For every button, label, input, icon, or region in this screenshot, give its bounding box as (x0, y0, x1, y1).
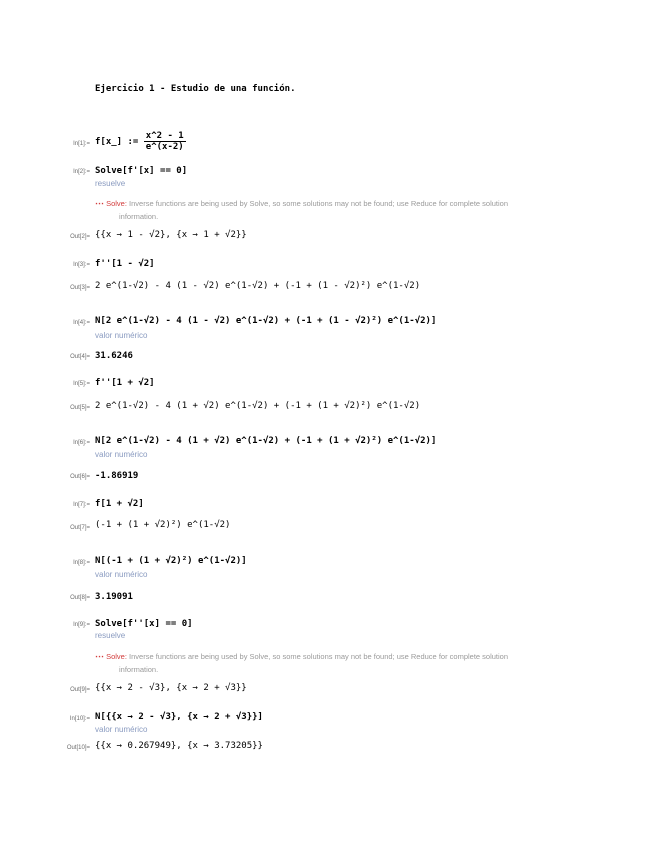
message-block (95, 651, 508, 662)
input-cell-4[interactable]: N[2 e^(1-√2) - 4 (1 - √2) e^(1-√2) + (-1 + (1 - √2)²) e^(1-√2)] (95, 316, 437, 326)
suggestion-link[interactable]: valor numérico (95, 450, 148, 459)
output-cell-3: 2 e^(1-√2) - 4 (1 - √2) e^(1-√2) + (-1 + (1 - √2)²) e^(1-√2) (95, 281, 421, 291)
fraction (144, 131, 186, 152)
output-cell-5: 2 e^(1-√2) - 4 (1 + √2) e^(1-√2) + (-1 + (1 + √2)²) e^(1-√2) (95, 401, 421, 411)
out-label: Out[9]= (70, 687, 90, 693)
input-cell-1[interactable] (95, 131, 186, 152)
output-cell-4: 31.6246 (95, 351, 133, 361)
in-label: In[9]:= (73, 622, 90, 628)
in-label: In[3]:= (73, 262, 90, 268)
out-label: Out[5]= (70, 405, 90, 411)
in-label: In[7]:= (73, 502, 90, 508)
input-text: f[x_] := (95, 137, 144, 147)
suggestion-link[interactable]: resuelve (95, 179, 126, 188)
output-cell-10: {{x → 0.267949}, {x → 3.73205}} (95, 741, 263, 751)
message-text-cont: information. (119, 212, 159, 221)
in-label: In[8]:= (73, 560, 90, 566)
in-label: In[5]:= (73, 381, 90, 387)
out-label: Out[3]= (70, 285, 90, 291)
input-cell-9[interactable]: Solve[f''[x] == 0] (95, 619, 193, 629)
input-cell-6[interactable]: N[2 e^(1-√2) - 4 (1 + √2) e^(1-√2) + (-1 + (1 + √2)²) e^(1-√2)] (95, 436, 437, 446)
denominator: e^(x-2) (145, 142, 184, 152)
output-cell-6: -1.86919 (95, 471, 139, 481)
output-cell-9: {{x → 2 - √3}, {x → 2 + √3}} (95, 683, 247, 693)
message-tag: Solve: (106, 652, 127, 661)
message-tag: Solve: (106, 199, 127, 208)
suggestion-link[interactable]: resuelve (95, 631, 126, 640)
suggestion-link[interactable]: valor numérico (95, 570, 148, 579)
input-cell-5[interactable]: f''[1 + √2] (95, 378, 155, 388)
message-text: Inverse functions are being used by Solve, so some solutions may not be found; use Reduce for complete solution (129, 199, 509, 208)
out-label: Out[10]= (66, 745, 90, 751)
out-label: Out[4]= (70, 354, 90, 360)
input-cell-7[interactable]: f[1 + √2] (95, 499, 144, 509)
message-text-cont: information. (119, 665, 159, 674)
input-cell-2[interactable]: Solve[f'[x] == 0] (95, 166, 188, 176)
message-dots-icon[interactable]: ⋯ (95, 198, 104, 208)
message-block (95, 198, 508, 209)
in-label: In[4]:= (73, 320, 90, 326)
in-label: In[6]:= (73, 440, 90, 446)
message-dots-icon[interactable]: ⋯ (95, 651, 104, 661)
out-label: Out[8]= (70, 595, 90, 601)
out-label: Out[6]= (70, 474, 90, 480)
suggestion-link[interactable]: valor numérico (95, 725, 148, 734)
output-cell-7: (-1 + (1 + √2)²) e^(1-√2) (95, 520, 231, 530)
output-cell-2: {{x → 1 - √2}, {x → 1 + √2}} (95, 230, 247, 240)
message-text: Inverse functions are being used by Solve, so some solutions may not be found; use Reduce for complete solution (129, 652, 509, 661)
notebook-title: Ejercicio 1 - Estudio de una función. (95, 84, 296, 94)
input-cell-8[interactable]: N[(-1 + (1 + √2)²) e^(1-√2)] (95, 556, 247, 566)
out-label: Out[7]= (70, 525, 90, 531)
in-label: In[2]:= (73, 169, 90, 175)
numerator: x^2 - 1 (145, 131, 184, 141)
input-cell-10[interactable]: N[{{x → 2 - √3}, {x → 2 + √3}}] (95, 712, 263, 722)
in-label: In[10]:= (69, 716, 90, 722)
suggestion-link[interactable]: valor numérico (95, 331, 148, 340)
in-label: In[1]:= (73, 141, 90, 147)
input-cell-3[interactable]: f''[1 - √2] (95, 259, 155, 269)
output-cell-8: 3.19091 (95, 592, 133, 602)
out-label: Out[2]= (70, 234, 90, 240)
